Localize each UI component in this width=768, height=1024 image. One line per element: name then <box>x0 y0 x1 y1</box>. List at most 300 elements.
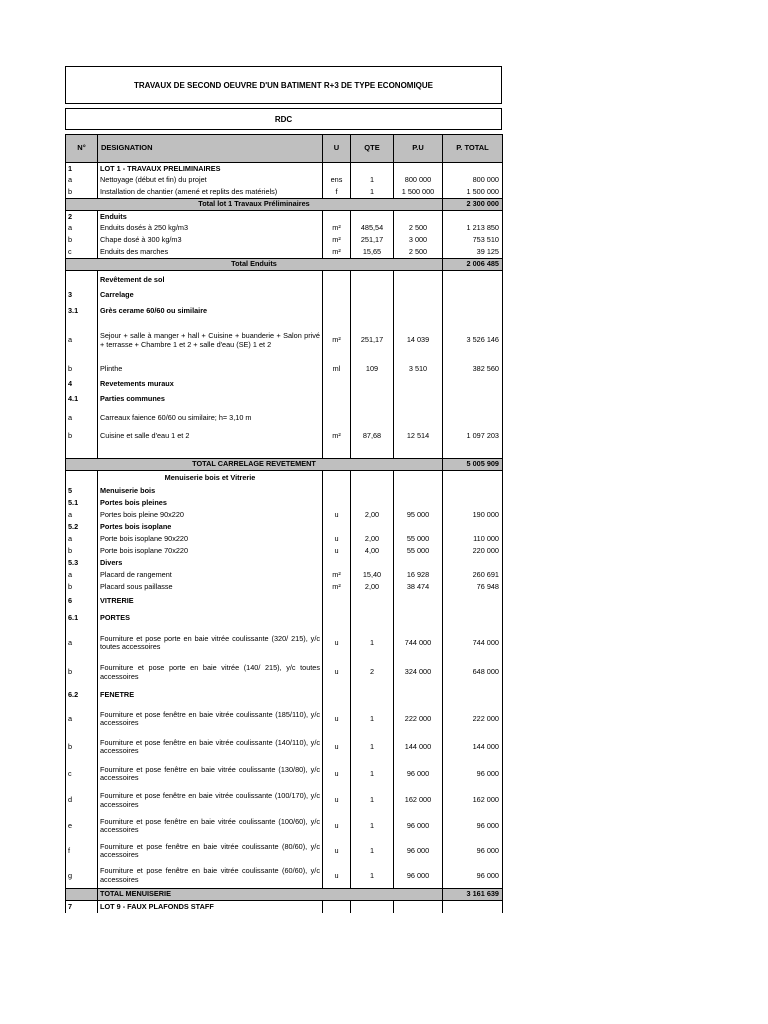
row-unit-price: 96 000 <box>394 761 443 788</box>
row-quantity <box>351 303 394 321</box>
header-unit: U <box>323 135 351 163</box>
row-total: 1 213 850 <box>443 223 503 235</box>
row-number: b <box>66 235 98 247</box>
row-quantity <box>351 901 394 913</box>
row-quantity <box>351 211 394 223</box>
row-designation: PORTES <box>98 610 323 628</box>
row-unit: u <box>323 734 351 761</box>
row-total <box>443 901 503 913</box>
row-designation: Fourniture et pose fenêtre en baie vitrée coulissante (130/80), y/c accessoires <box>98 761 323 788</box>
row-total <box>443 558 503 570</box>
row-designation: Fourniture et pose fenêtre en baie vitrée coulissante (60/60), y/c accessoires <box>98 864 323 889</box>
row-total: 76 948 <box>443 582 503 594</box>
row-designation: Revetements muraux <box>98 378 323 392</box>
table-row <box>66 235 503 247</box>
table-body <box>66 163 503 913</box>
section-subheading-row <box>66 471 503 486</box>
row-total <box>443 522 503 534</box>
row-number: a <box>66 175 98 187</box>
row-unit: u <box>323 788 351 814</box>
row-total <box>443 687 503 705</box>
row-unit-price: 95 000 <box>394 510 443 522</box>
row-total: 96 000 <box>443 864 503 889</box>
row-designation: LOT 1 - TRAVAUX PRELIMINAIRES <box>98 163 323 175</box>
row-unit: m² <box>323 235 351 247</box>
section-heading-row <box>66 392 503 408</box>
row-unit-price: 144 000 <box>394 734 443 761</box>
row-total: 382 560 <box>443 361 503 378</box>
header-designation: DESIGNATION <box>98 135 323 163</box>
row-number: 6.2 <box>66 687 98 705</box>
row-number: a <box>66 628 98 659</box>
row-total <box>443 303 503 321</box>
row-unit-price <box>394 522 443 534</box>
section-title: RDC <box>65 108 502 130</box>
row-quantity <box>351 687 394 705</box>
section-heading-row <box>66 289 503 303</box>
row-designation: Fourniture et pose porte en baie vitrée (140/ 215), y/c toutes accessoires <box>98 659 323 687</box>
row-designation: Fourniture et pose fenêtre en baie vitrée coulissante (100/170), y/c accessoires <box>98 788 323 814</box>
row-number: b <box>66 546 98 558</box>
row-number: 7 <box>66 901 98 913</box>
row-unit: m² <box>323 321 351 361</box>
table-row <box>66 408 503 430</box>
row-unit-price: 1 500 000 <box>394 187 443 199</box>
row-designation: Fourniture et pose fenêtre en baie vitrée coulissante (80/60), y/c accessoires <box>98 839 323 864</box>
row-unit <box>323 486 351 498</box>
row-designation: Porte bois isoplane 70x220 <box>98 546 323 558</box>
table-row <box>66 247 503 259</box>
table-row <box>66 659 503 687</box>
row-total: 144 000 <box>443 734 503 761</box>
row-designation: Sejour + salle à manger + hall + Cuisine + buanderie + Salon privé + terrasse + Chambre 1 et 2 + salle d'eau (SE) 1 et 2 <box>98 321 323 361</box>
row-quantity <box>351 163 394 175</box>
row-number: d <box>66 788 98 814</box>
row-designation: FENETRE <box>98 687 323 705</box>
row-quantity: 1 <box>351 814 394 839</box>
row-designation: Enduits dosés à 250 kg/m3 <box>98 223 323 235</box>
row-number: b <box>66 187 98 199</box>
row-number: b <box>66 734 98 761</box>
row-unit <box>323 594 351 610</box>
row-number: 6.1 <box>66 610 98 628</box>
row-unit-price: 55 000 <box>394 534 443 546</box>
row-unit: u <box>323 510 351 522</box>
row-number: 4.1 <box>66 392 98 408</box>
row-designation: Grès cerame 60/60 ou similaire <box>98 303 323 321</box>
row-designation: Divers <box>98 558 323 570</box>
row-unit <box>323 471 351 486</box>
row-designation: Portes bois isoplane <box>98 522 323 534</box>
row-designation: Fourniture et pose porte en baie vitrée coulissante (320/ 215), y/c toutes accessoires <box>98 628 323 659</box>
row-total <box>443 471 503 486</box>
row-number: a <box>66 510 98 522</box>
row-unit: m² <box>323 430 351 444</box>
row-unit: m² <box>323 582 351 594</box>
row-unit: ens <box>323 175 351 187</box>
row-designation: Chape dosé à 300 kg/m3 <box>98 235 323 247</box>
section-heading-row <box>66 303 503 321</box>
row-quantity <box>351 408 394 430</box>
row-unit <box>323 392 351 408</box>
row-unit-price: 2 500 <box>394 223 443 235</box>
table-row <box>66 864 503 889</box>
row-number: 5.1 <box>66 498 98 510</box>
subtotal-label: Total lot 1 Travaux Préliminaires <box>66 199 443 211</box>
table-row <box>66 175 503 187</box>
table-row <box>66 534 503 546</box>
row-quantity <box>351 594 394 610</box>
row-quantity: 15,65 <box>351 247 394 259</box>
table-row <box>66 788 503 814</box>
row-number: b <box>66 361 98 378</box>
row-number: a <box>66 223 98 235</box>
row-unit: u <box>323 628 351 659</box>
row-total <box>443 392 503 408</box>
subtotal-row <box>66 459 503 471</box>
row-designation: Porte bois isoplane 90x220 <box>98 534 323 546</box>
row-unit-price: 38 474 <box>394 582 443 594</box>
row-unit: u <box>323 839 351 864</box>
row-quantity: 1 <box>351 839 394 864</box>
row-quantity <box>351 444 394 459</box>
row-number: c <box>66 247 98 259</box>
row-unit <box>323 687 351 705</box>
subtotal-label: TOTAL MENUISERIE <box>98 889 443 901</box>
row-total: 222 000 <box>443 705 503 734</box>
row-quantity: 4,00 <box>351 546 394 558</box>
row-designation: Fourniture et pose fenêtre en baie vitrée coulissante (140/110), y/c accessoires <box>98 734 323 761</box>
cost-estimate-table <box>65 134 503 913</box>
row-number: g <box>66 864 98 889</box>
row-unit: ml <box>323 361 351 378</box>
table-row <box>66 546 503 558</box>
subtotal-value: 2 300 000 <box>443 199 503 211</box>
section-heading-row <box>66 378 503 392</box>
row-number: 1 <box>66 163 98 175</box>
row-quantity <box>351 610 394 628</box>
row-total <box>443 444 503 459</box>
row-unit: f <box>323 187 351 199</box>
row-designation: Nettoyage (début et fin) du projet <box>98 175 323 187</box>
row-quantity: 1 <box>351 761 394 788</box>
table-row <box>66 839 503 864</box>
row-unit-price: 222 000 <box>394 705 443 734</box>
row-number: b <box>66 582 98 594</box>
row-quantity: 1 <box>351 864 394 889</box>
row-quantity: 2,00 <box>351 510 394 522</box>
row-number: c <box>66 761 98 788</box>
row-number: 2 <box>66 211 98 223</box>
row-number: f <box>66 839 98 864</box>
table-row <box>66 510 503 522</box>
row-total <box>443 271 503 289</box>
section-heading-row <box>66 901 503 913</box>
row-number: b <box>66 659 98 687</box>
header-total-price: P. TOTAL <box>443 135 503 163</box>
row-unit-price <box>394 687 443 705</box>
section-heading-row <box>66 522 503 534</box>
row-total: 744 000 <box>443 628 503 659</box>
row-unit-price: 55 000 <box>394 546 443 558</box>
row-total: 1 500 000 <box>443 187 503 199</box>
subtotal-row <box>66 889 503 901</box>
row-quantity: 251,17 <box>351 321 394 361</box>
row-total: 96 000 <box>443 761 503 788</box>
header-number: N° <box>66 135 98 163</box>
row-unit-price <box>394 303 443 321</box>
table-header-row <box>66 135 503 163</box>
row-number: b <box>66 430 98 444</box>
row-total: 753 510 <box>443 235 503 247</box>
subtotal-row <box>66 199 503 211</box>
row-quantity: 1 <box>351 628 394 659</box>
row-total <box>443 498 503 510</box>
row-unit <box>323 610 351 628</box>
row-total: 800 000 <box>443 175 503 187</box>
row-unit <box>323 522 351 534</box>
row-unit <box>323 444 351 459</box>
table-row <box>66 705 503 734</box>
table-row <box>66 761 503 788</box>
row-number: e <box>66 814 98 839</box>
row-total: 110 000 <box>443 534 503 546</box>
row-number: a <box>66 534 98 546</box>
subtotal-value: 5 005 909 <box>443 459 503 471</box>
row-quantity <box>351 498 394 510</box>
row-number: 4 <box>66 378 98 392</box>
table-row <box>66 814 503 839</box>
document-title: TRAVAUX DE SECOND OEUVRE D'UN BATIMENT R+3 DE TYPE ECONOMIQUE <box>65 66 502 104</box>
row-number: a <box>66 408 98 430</box>
row-unit: m² <box>323 223 351 235</box>
row-number: 3 <box>66 289 98 303</box>
table-row <box>66 361 503 378</box>
subtotal-row <box>66 259 503 271</box>
row-designation: Parties communes <box>98 392 323 408</box>
row-unit-price <box>394 378 443 392</box>
row-designation: Menuiserie bois <box>98 486 323 498</box>
table-row <box>66 223 503 235</box>
row-quantity: 485,54 <box>351 223 394 235</box>
row-unit-price <box>394 486 443 498</box>
row-designation: Plinthe <box>98 361 323 378</box>
row-unit-price <box>394 498 443 510</box>
row-total: 190 000 <box>443 510 503 522</box>
row-unit-price <box>394 392 443 408</box>
row-designation: Fourniture et pose fenêtre en baie vitrée coulissante (100/60), y/c accessoires <box>98 814 323 839</box>
table-row <box>66 570 503 582</box>
row-number: 6 <box>66 594 98 610</box>
row-quantity <box>351 271 394 289</box>
row-designation: Revêtement de sol <box>98 271 323 289</box>
row-unit <box>323 901 351 913</box>
row-designation: Portes bois pleines <box>98 498 323 510</box>
table-row <box>66 187 503 199</box>
row-designation: Installation de chantier (amené et replits des matériels) <box>98 187 323 199</box>
row-quantity: 1 <box>351 175 394 187</box>
row-quantity <box>351 522 394 534</box>
row-number: 5.2 <box>66 522 98 534</box>
row-unit: u <box>323 864 351 889</box>
subtotal-label: Total Enduits <box>66 259 443 271</box>
row-number: 3.1 <box>66 303 98 321</box>
row-unit-price: 744 000 <box>394 628 443 659</box>
row-quantity: 1 <box>351 187 394 199</box>
row-total: 1 097 203 <box>443 430 503 444</box>
row-unit-price: 2 500 <box>394 247 443 259</box>
section-heading-row <box>66 498 503 510</box>
row-unit-price: 96 000 <box>394 814 443 839</box>
row-quantity <box>351 486 394 498</box>
row-unit-price: 162 000 <box>394 788 443 814</box>
row-quantity <box>351 392 394 408</box>
row-total <box>443 610 503 628</box>
row-number <box>66 271 98 289</box>
header-unit-price: P.U <box>394 135 443 163</box>
row-designation: LOT 9 - FAUX PLAFONDS STAFF <box>98 901 323 913</box>
row-designation: Carrelage <box>98 289 323 303</box>
row-unit-price: 800 000 <box>394 175 443 187</box>
row-total: 162 000 <box>443 788 503 814</box>
row-unit: u <box>323 814 351 839</box>
row-total <box>443 211 503 223</box>
row-total: 3 526 146 <box>443 321 503 361</box>
row-unit <box>323 289 351 303</box>
row-unit <box>323 408 351 430</box>
row-unit-price: 324 000 <box>394 659 443 687</box>
row-quantity: 2,00 <box>351 534 394 546</box>
row-total: 39 125 <box>443 247 503 259</box>
row-unit <box>323 498 351 510</box>
section-heading-row <box>66 486 503 498</box>
row-unit <box>323 378 351 392</box>
row-unit: u <box>323 534 351 546</box>
row-total: 648 000 <box>443 659 503 687</box>
row-total <box>443 486 503 498</box>
row-unit-price <box>394 594 443 610</box>
row-quantity: 15,40 <box>351 570 394 582</box>
row-unit: m² <box>323 570 351 582</box>
section-heading-row <box>66 163 503 175</box>
row-quantity: 251,17 <box>351 235 394 247</box>
row-unit-price: 96 000 <box>394 839 443 864</box>
subtotal-value: 2 006 485 <box>443 259 503 271</box>
row-number <box>66 471 98 486</box>
row-unit-price <box>394 163 443 175</box>
row-total: 260 691 <box>443 570 503 582</box>
row-designation: VITRERIE <box>98 594 323 610</box>
row-unit-price <box>394 444 443 459</box>
row-number: 5.3 <box>66 558 98 570</box>
row-unit: u <box>323 705 351 734</box>
row-total: 220 000 <box>443 546 503 558</box>
row-unit-price <box>394 901 443 913</box>
row-number: a <box>66 321 98 361</box>
row-quantity: 2 <box>351 659 394 687</box>
row-unit-price <box>394 471 443 486</box>
row-designation: Enduits <box>98 211 323 223</box>
table-row <box>66 582 503 594</box>
section-heading-row <box>66 271 503 289</box>
table-row <box>66 430 503 444</box>
section-subheading: Menuiserie bois et Vitrerie <box>98 471 323 486</box>
row-designation: Carreaux faience 60/60 ou similaire; h= 3,10 m <box>98 408 323 430</box>
row-designation: Placard sous paillasse <box>98 582 323 594</box>
row-designation: Enduits des marches <box>98 247 323 259</box>
row-total: 96 000 <box>443 814 503 839</box>
row-unit-price <box>394 289 443 303</box>
row-unit-price: 3 000 <box>394 235 443 247</box>
section-heading-row <box>66 610 503 628</box>
row-unit-price <box>394 211 443 223</box>
row-designation: Portes bois pleine 90x220 <box>98 510 323 522</box>
row-unit <box>323 163 351 175</box>
row-number <box>66 444 98 459</box>
row-unit <box>323 303 351 321</box>
row-designation <box>98 444 323 459</box>
section-heading-row <box>66 687 503 705</box>
row-unit <box>323 211 351 223</box>
row-unit: u <box>323 761 351 788</box>
row-total <box>443 594 503 610</box>
row-unit: m² <box>323 247 351 259</box>
row-unit-price: 96 000 <box>394 864 443 889</box>
row-quantity <box>351 378 394 392</box>
row-number: a <box>66 705 98 734</box>
row-unit-price: 14 039 <box>394 321 443 361</box>
header-quantity: QTE <box>351 135 394 163</box>
table-row <box>66 628 503 659</box>
row-total <box>443 289 503 303</box>
table-row <box>66 734 503 761</box>
section-heading-row <box>66 211 503 223</box>
section-heading-row <box>66 594 503 610</box>
subtotal-value: 3 161 639 <box>443 889 503 901</box>
row-quantity: 1 <box>351 705 394 734</box>
row-quantity: 1 <box>351 788 394 814</box>
row-unit-price: 16 928 <box>394 570 443 582</box>
row-total <box>443 408 503 430</box>
row-unit <box>323 271 351 289</box>
row-unit: u <box>323 659 351 687</box>
row-unit <box>323 558 351 570</box>
row-quantity: 109 <box>351 361 394 378</box>
row-unit-price <box>394 408 443 430</box>
row-total <box>443 378 503 392</box>
row-number: a <box>66 570 98 582</box>
blank-row <box>66 444 503 459</box>
subtotal-label: TOTAL CARRELAGE REVETEMENT <box>66 459 443 471</box>
row-unit-price <box>394 610 443 628</box>
row-quantity <box>351 289 394 303</box>
row-total: 96 000 <box>443 839 503 864</box>
row-unit-price <box>394 558 443 570</box>
row-total <box>443 163 503 175</box>
row-number: 5 <box>66 486 98 498</box>
row-designation: Placard de rangement <box>98 570 323 582</box>
row-unit-price <box>394 271 443 289</box>
row-unit: u <box>323 546 351 558</box>
row-quantity: 87,68 <box>351 430 394 444</box>
row-quantity <box>351 471 394 486</box>
subtotal-spacer <box>66 889 98 901</box>
row-unit-price: 12 514 <box>394 430 443 444</box>
row-designation: Fourniture et pose fenêtre en baie vitrée coulissante (185/110), y/c accessoires <box>98 705 323 734</box>
row-quantity <box>351 558 394 570</box>
table-row <box>66 321 503 361</box>
row-quantity: 1 <box>351 734 394 761</box>
